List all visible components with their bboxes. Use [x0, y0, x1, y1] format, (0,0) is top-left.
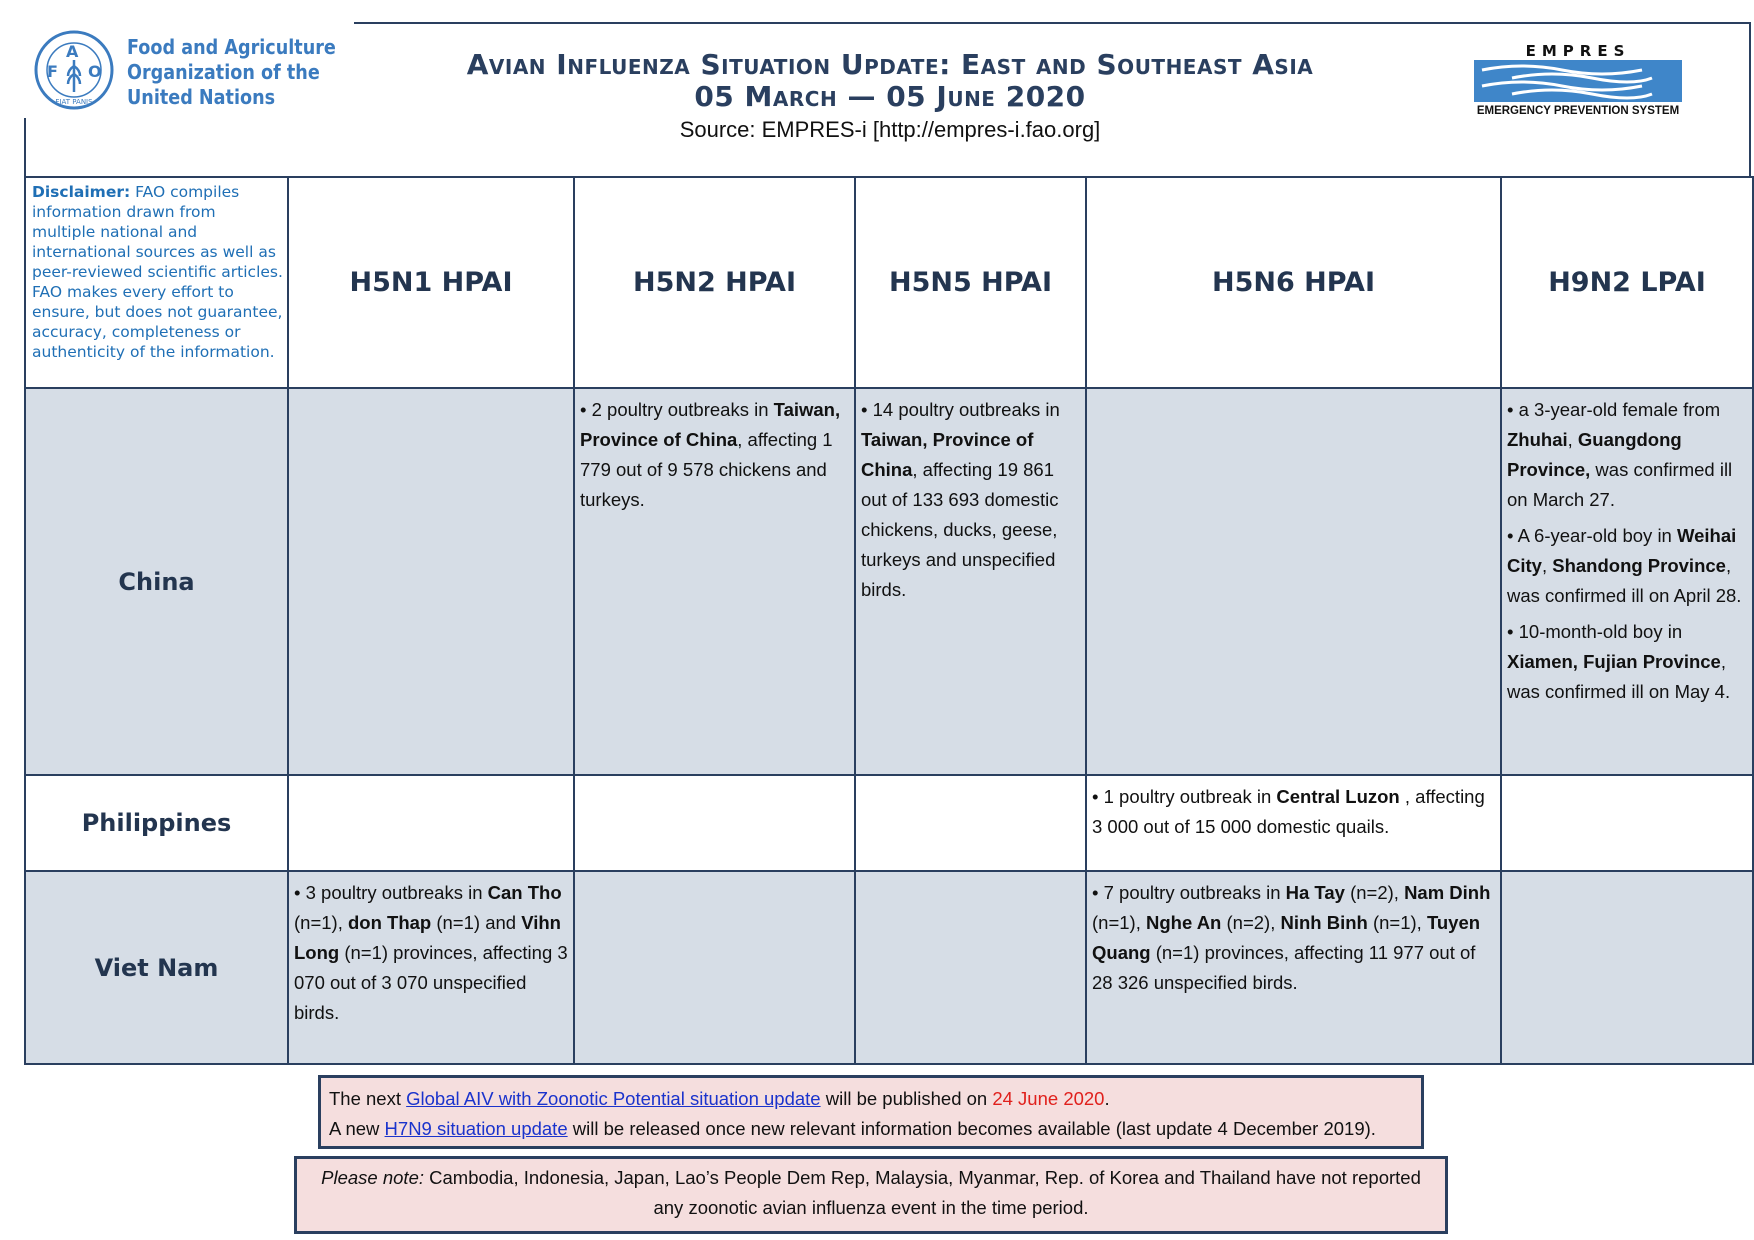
- bullet-text: • A 6-year-old boy in: [1507, 525, 1677, 546]
- please-note-label: Please note:: [321, 1167, 424, 1188]
- country-label: Viet Nam: [25, 871, 288, 1064]
- fao-org-name-line2: Organization of the: [127, 60, 320, 84]
- data-cell: [1086, 388, 1501, 775]
- location-text: don Thap: [347, 912, 432, 933]
- location-text: Nam Dinh: [1404, 882, 1491, 903]
- bullet-item: [1092, 782, 1496, 842]
- data-cell: [574, 388, 855, 775]
- location-text: Xiamen, Fujian Province: [1507, 651, 1721, 672]
- empres-logo: [1472, 44, 1684, 118]
- bullet-text: (n=1) provinces, affecting 11 977 out of 28 326 unspecified birds.: [1092, 942, 1476, 993]
- bullet-item: [580, 395, 850, 515]
- bullet-item: [294, 878, 569, 1028]
- h7n9-update-link[interactable]: H7N9 situation update: [384, 1118, 568, 1139]
- global-aiv-update-link[interactable]: Global AIV with Zoonotic Potential situation update: [406, 1088, 821, 1109]
- data-cell: [574, 871, 855, 1064]
- data-cell: [1501, 775, 1753, 871]
- fao-logo-motto: FIAT PANIS: [55, 98, 93, 106]
- disclaimer-text: FAO compiles information drawn from multiple national and international sources as well as peer-reviewed scientific articles. FAO makes every effort to ensure, but does not guarantee, accuracy, completeness or authenticity of the information.: [32, 183, 283, 361]
- table-row: [25, 775, 1753, 871]
- fao-logo: [34, 30, 114, 110]
- data-cell: [288, 871, 574, 1064]
- data-cell: [288, 388, 574, 775]
- page-date-range: 05 March — 05 June 2020: [694, 80, 1086, 113]
- next-update-note: [318, 1075, 1424, 1149]
- bullet-text: • 3 poultry outbreaks in: [294, 882, 488, 903]
- bullet-text: (n=1),: [1092, 912, 1146, 933]
- location-text: Vihn Long: [294, 912, 561, 963]
- bullet-text: , was confirmed ill on May 4.: [1507, 651, 1731, 702]
- note-text: A new: [329, 1118, 385, 1139]
- fao-org-name: [127, 35, 336, 110]
- location-text: Weihai City: [1507, 525, 1737, 576]
- empres-logo-wordmark: EMPRES: [1525, 44, 1631, 60]
- svg-text:F: F: [47, 62, 58, 81]
- bullet-item: [1507, 617, 1748, 707]
- bullet-text: , affecting 1 779 out of 9 578 chickens and turkeys.: [580, 429, 833, 510]
- bullet-text: ,: [1567, 429, 1578, 450]
- bullet-text: , affecting 3 000 out of 15 000 domestic quails.: [1092, 786, 1485, 837]
- location-text: Nghe An: [1145, 912, 1222, 933]
- location-text: Ninh Binh: [1280, 912, 1368, 933]
- disclaimer-cell: [25, 177, 288, 388]
- bullet-text: , affecting 19 861 out of 133 693 domestic chickens, ducks, geese, turkeys and unspecified birds.: [861, 459, 1059, 600]
- bullet-text: (n=2),: [1344, 882, 1405, 903]
- bullet-text: • 1 poultry outbreak in: [1092, 786, 1277, 807]
- column-header: H5N5 HPAI: [855, 177, 1086, 388]
- next-update-date: 24 June 2020: [992, 1088, 1105, 1109]
- bullet-text: • 14 poultry outbreaks in: [861, 399, 1060, 420]
- bullet-text: was confirmed ill on March 27.: [1507, 459, 1733, 510]
- header-right-rule: [1749, 22, 1751, 176]
- location-text: Shandong Province: [1552, 555, 1726, 576]
- bullet-item: [1092, 878, 1496, 998]
- bullet-text: (n=1),: [1367, 912, 1427, 933]
- header-top-rule: [354, 22, 1750, 24]
- data-cell: [855, 388, 1086, 775]
- country-label: Philippines: [25, 775, 288, 871]
- bullet-text: • a 3-year-old female from: [1507, 399, 1721, 420]
- column-header: H9N2 LPAI: [1501, 177, 1753, 388]
- disclaimer-label: Disclaimer:: [32, 183, 131, 201]
- page-title: Avian Influenza Situation Update: East and Southeast Asia: [466, 48, 1314, 81]
- data-cell: [855, 775, 1086, 871]
- location-text: Tuyen Quang: [1092, 912, 1481, 963]
- bullet-item: [1507, 521, 1748, 611]
- column-header: H5N1 HPAI: [288, 177, 574, 388]
- column-header: H5N6 HPAI: [1086, 177, 1501, 388]
- please-note-box: [294, 1156, 1448, 1234]
- table-row: [25, 388, 1753, 775]
- note-text: will be released once new relevant information becomes available (last update 4 December 2019).: [567, 1118, 1376, 1139]
- data-cell: [1501, 871, 1753, 1064]
- country-label: China: [25, 388, 288, 775]
- data-cell: [855, 871, 1086, 1064]
- bullet-text: • 7 poultry outbreaks in: [1092, 882, 1286, 903]
- please-note-text: Cambodia, Indonesia, Japan, Lao’s People Dem Rep, Malaysia, Myanmar, Rep. of Korea and Thailand have not reported any zoonotic avian influenza event in the time period.: [424, 1167, 1421, 1218]
- location-text: Central Luzon: [1276, 786, 1400, 807]
- column-header: H5N2 HPAI: [574, 177, 855, 388]
- fao-org-name-line1: Food and Agriculture: [127, 35, 336, 59]
- location-text: Ha Tay: [1285, 882, 1345, 903]
- location-text: Can Tho: [487, 882, 562, 903]
- next-update-line: [329, 1084, 1413, 1114]
- bullet-text: (n=2),: [1221, 912, 1281, 933]
- location-text: Taiwan, Province of China: [580, 399, 841, 450]
- note-text: The next: [329, 1088, 407, 1109]
- note-text: .: [1104, 1088, 1110, 1109]
- situation-table: [24, 176, 1754, 1065]
- svg-text:O: O: [88, 62, 102, 81]
- bullet-item: [861, 395, 1081, 605]
- location-text: Zhuhai: [1507, 429, 1568, 450]
- bullet-text: (n=1) provinces, affecting 3 070 out of 3 070 unspecified birds.: [294, 942, 568, 1023]
- note-text: will be published on: [820, 1088, 993, 1109]
- data-cell: [1086, 775, 1501, 871]
- header-left-rule: [24, 118, 26, 176]
- data-cell: [288, 775, 574, 871]
- table-header-row: [25, 177, 1753, 388]
- bullet-text: • 2 poultry outbreaks in: [580, 399, 774, 420]
- data-cell: [1501, 388, 1753, 775]
- data-cell: [574, 775, 855, 871]
- location-text: Taiwan, Province of China: [861, 429, 1034, 480]
- bullet-text: • 10-month-old boy in: [1507, 621, 1683, 642]
- fao-org-name-line3: United Nations: [127, 85, 276, 109]
- bullet-text: ,: [1541, 555, 1553, 576]
- h7n9-update-line: [329, 1114, 1413, 1144]
- location-text: Guangdong Province,: [1507, 429, 1682, 480]
- empres-tagline: EMERGENCY PREVENTION SYSTEM: [1476, 105, 1680, 117]
- svg-text:A: A: [66, 42, 79, 61]
- table-row: [25, 871, 1753, 1064]
- bullet-text: (n=1),: [294, 912, 348, 933]
- data-cell: [1086, 871, 1501, 1064]
- bullet-item: [1507, 395, 1748, 515]
- page-source: Source: EMPRES-i [http://empres-i.fao.org]: [679, 117, 1101, 142]
- bullet-text: , was confirmed ill on April 28.: [1507, 555, 1742, 606]
- bullet-text: (n=1) and: [431, 912, 522, 933]
